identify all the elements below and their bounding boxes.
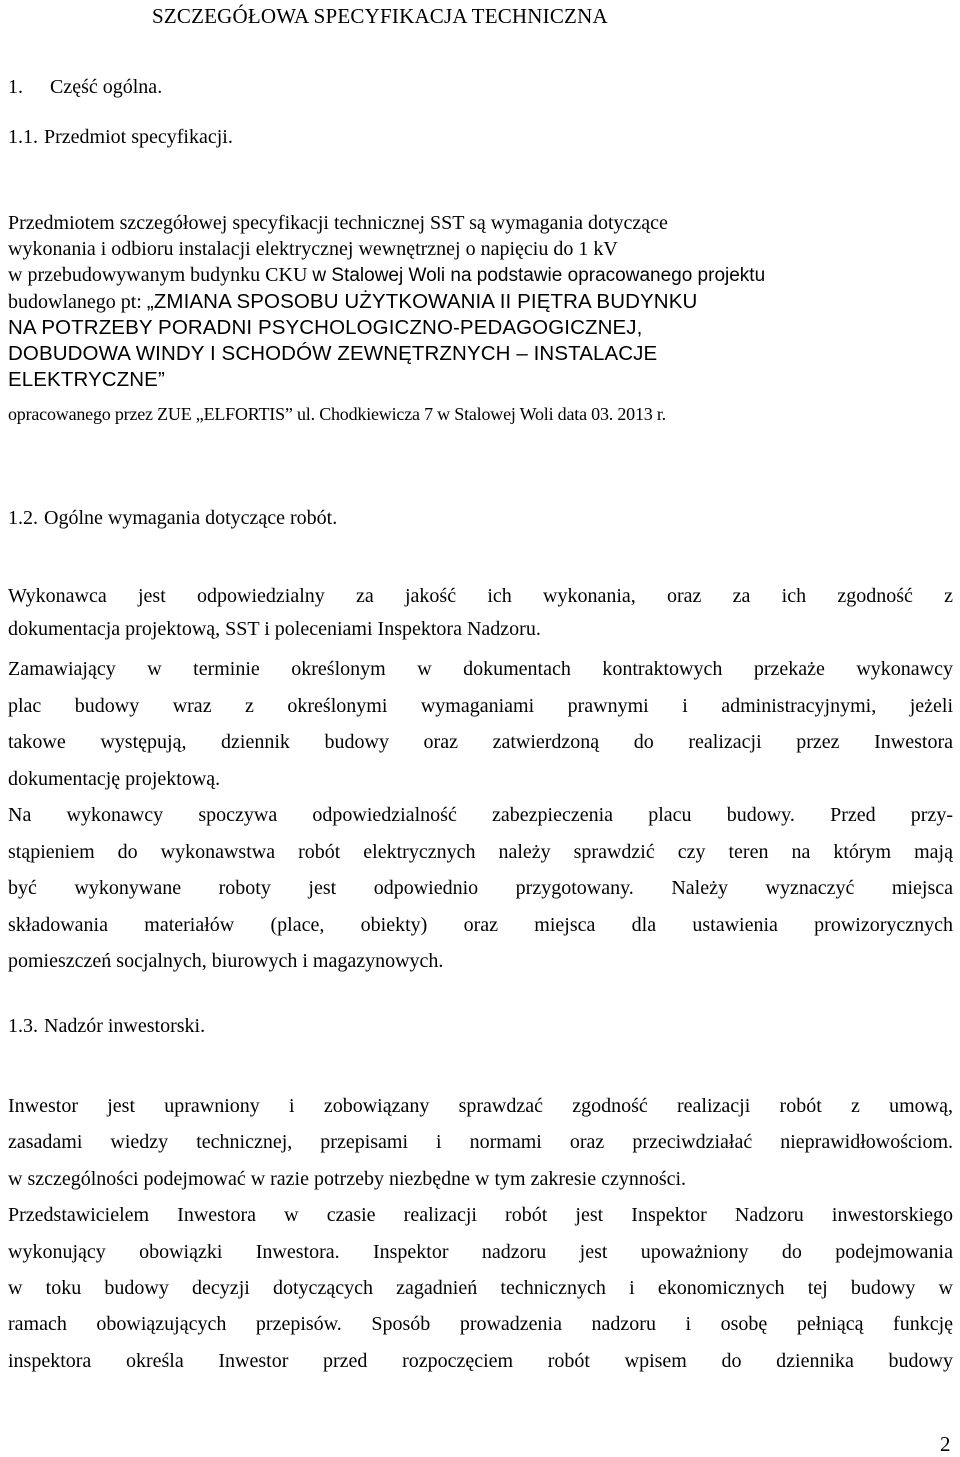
author-line: opracowanego przez ZUE „ELFORTIS” ul. Chodkiewicza 7 w Stalowej Woli data 03. 2013 r. — [8, 404, 666, 424]
requirements-paragraph-a — [8, 580, 953, 646]
section-number: 1.2. — [8, 507, 38, 529]
project-title-fragment: „ZMIANA SPOSOBU UŻYTKOWANIA II PIĘTRA BUDYNKU — [146, 290, 698, 313]
text-line: w toku budowy decyzji dotyczących zagadnień technicznych i ekonomicznych tej budowy w — [8, 1277, 953, 1300]
project-title-line: ELEKTRYCZNE” — [8, 368, 165, 391]
document-title: SZCZEGÓŁOWA SPECYFIKACJA TECHNICZNA — [152, 4, 608, 28]
text-line: składowania materiałów (place, obiekty) oraz miejsca dla ustawienia prowizorycznych — [8, 913, 953, 936]
text-line: wykonujący obowiązki Inwestora. Inspektor nadzoru jest upoważniony do podejmowania — [8, 1240, 953, 1263]
section-heading-1-2 — [8, 507, 337, 530]
section-number: 1. — [8, 76, 23, 98]
text-line: dokumentacja projektową, SST i poleceniami Inspektora Nadzoru. — [8, 618, 541, 640]
intro-paragraph — [8, 210, 953, 427]
text-line — [8, 289, 953, 315]
text-line: Przedstawicielem Inwestora w czasie realizacji robót jest Inspektor Nadzoru inwestorskiego — [8, 1204, 953, 1227]
text-line — [8, 262, 953, 289]
section-number: 1.3. — [8, 1015, 38, 1037]
text-line: wykonania i odbioru instalacji elektrycznej wewnętrznej o napięciu do 1 kV — [8, 238, 618, 260]
section-label: Ogólne wymagania dotyczące robót. — [44, 507, 338, 529]
text-fragment: budowlanego pt: — [8, 291, 142, 313]
text-line: plac budowy wraz z określonymi wymaganiami prawnymi i administracyjnymi, jeżeli — [8, 694, 953, 717]
section-heading-1-3 — [8, 1015, 205, 1038]
text-line: pomieszczeń socjalnych, biurowych i magazynowych. — [8, 950, 444, 973]
text-fragment: w przebudowywanym budynku CKU — [8, 264, 308, 286]
text-line: ramach obowiązujących przepisów. Sposób prowadzenia nadzoru i osobę pełniącą funkcję — [8, 1313, 953, 1336]
text-line: Przedmiotem szczegółowej specyfikacji technicznej SST są wymagania dotyczące — [8, 212, 668, 234]
text-line: Na wykonawcy spoczywa odpowiedzialność zabezpieczenia placu budowy. Przed przy- — [8, 804, 953, 826]
section-heading-1 — [8, 76, 162, 99]
project-title-line: NA POTRZEBY PORADNI PSYCHOLOGICZNO-PEDAGOGICZNEJ, — [8, 316, 643, 339]
section-label: Część ogólna. — [50, 76, 163, 98]
text-line: Inwestor jest uprawniony i zobowiązany sprawdzać zgodność realizacji robót z umową, — [8, 1095, 953, 1117]
text-line: Wykonawca jest odpowiedzialny za jakość ich wykonania, oraz za ich zgodność z — [8, 585, 953, 607]
text-line: inspektora określa Inwestor przed rozpoczęciem robót wpisem do dziennika budowy — [8, 1349, 953, 1372]
text-line: dokumentację projektową. — [8, 767, 221, 790]
text-line: być wykonywane roboty jest odpowiednio przygotowany. Należy wyznaczyć miejsca — [8, 877, 953, 900]
section-heading-1-1 — [8, 126, 233, 149]
section-number: 1.1. — [8, 126, 38, 148]
text-line: zasadami wiedzy technicznej, przepisami i normami oraz przeciwdziałać nieprawidłowościom. — [8, 1131, 953, 1154]
section-label: Przedmiot specyfikacji. — [44, 126, 233, 148]
page-number: 2 — [940, 1432, 951, 1456]
text-line: takowe występują, dziennik budowy oraz zatwierdzoną do realizacji przez Inwestora — [8, 731, 953, 754]
text-line: Zamawiający w terminie określonym w dokumentach kontraktowych przekaże wykonawcy — [8, 658, 953, 680]
text-line: w szczególności podejmować w razie potrzeby niezbędne w tym zakresie czynności. — [8, 1167, 687, 1190]
text-fragment: w Stalowej Woli na podstawie opracowanego projektu — [312, 265, 766, 286]
requirements-paragraph-b — [8, 651, 953, 797]
supervision-paragraph — [8, 1088, 953, 1379]
text-line: stąpieniem do wykonawstwa robót elektrycznych należy sprawdzić czy teren na którym mają — [8, 840, 953, 863]
section-label: Nadzór inwestorski. — [44, 1015, 206, 1037]
project-title-line: DOBUDOWA WINDY I SCHODÓW ZEWNĘTRZNYCH – INSTALACJE — [8, 342, 658, 365]
requirements-paragraph-c — [8, 797, 953, 980]
